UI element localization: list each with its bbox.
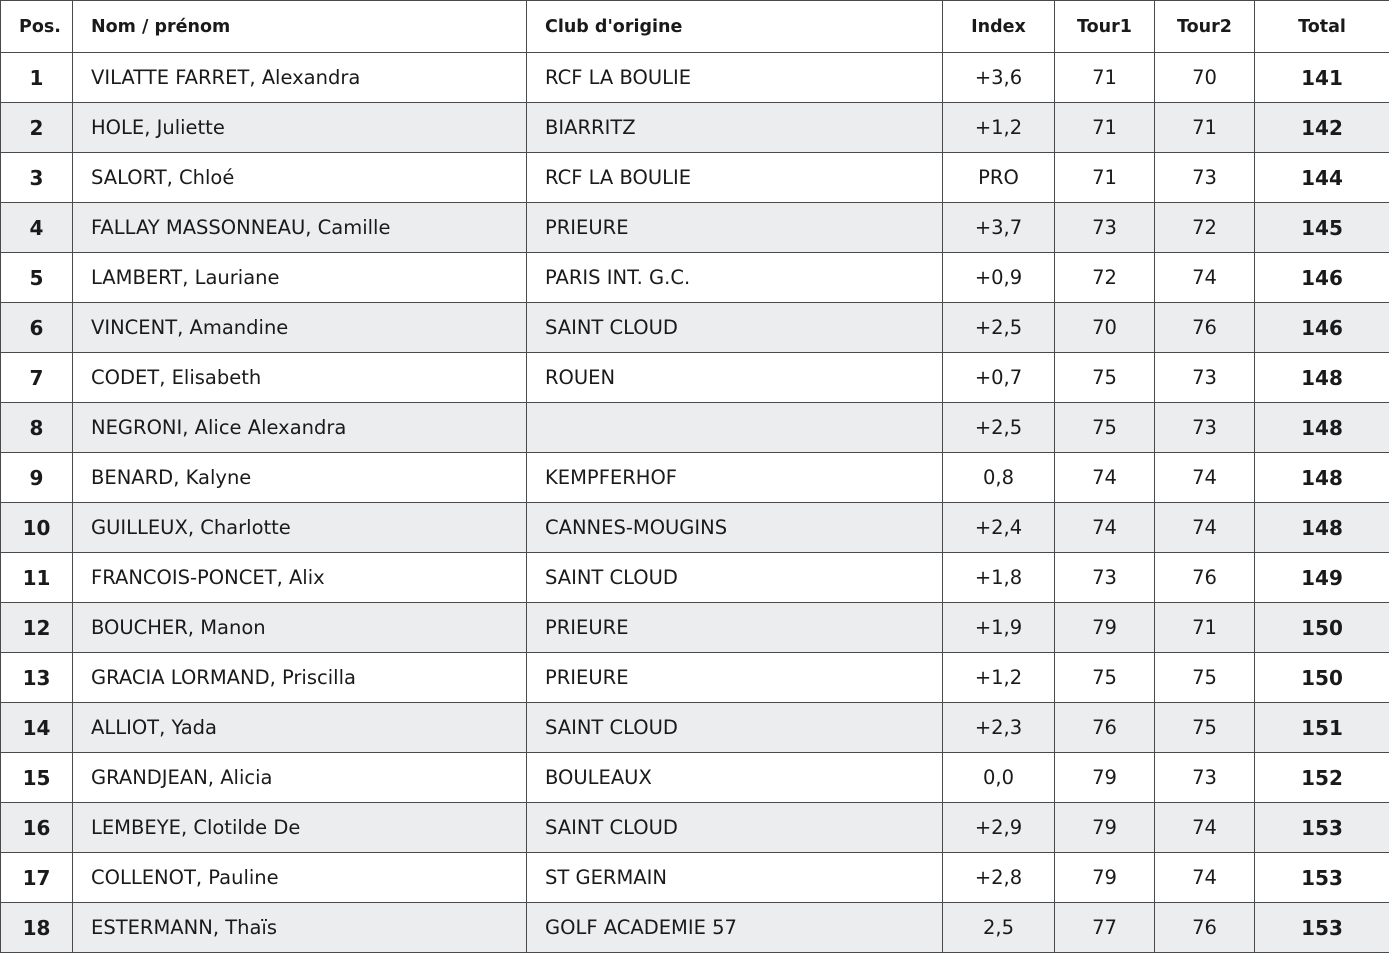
cell-pos: 8 — [1, 403, 73, 453]
cell-club: PRIEURE — [527, 603, 943, 653]
cell-pos: 10 — [1, 503, 73, 553]
cell-total: 153 — [1255, 803, 1389, 853]
cell-index: 0,0 — [943, 753, 1055, 803]
cell-tour1: 79 — [1055, 603, 1155, 653]
cell-total: 148 — [1255, 403, 1389, 453]
cell-name: ESTERMANN, Thaïs — [73, 903, 527, 953]
cell-tour1: 71 — [1055, 53, 1155, 103]
cell-pos: 1 — [1, 53, 73, 103]
cell-total: 148 — [1255, 353, 1389, 403]
cell-index: +1,2 — [943, 653, 1055, 703]
cell-tour2: 70 — [1155, 53, 1255, 103]
cell-name: GUILLEUX, Charlotte — [73, 503, 527, 553]
cell-index: +2,4 — [943, 503, 1055, 553]
cell-club: SAINT CLOUD — [527, 303, 943, 353]
cell-total: 150 — [1255, 603, 1389, 653]
cell-club: BIARRITZ — [527, 103, 943, 153]
cell-club: CANNES-MOUGINS — [527, 503, 943, 553]
column-header-tour2: Tour2 — [1155, 1, 1255, 53]
cell-pos: 4 — [1, 203, 73, 253]
cell-tour2: 73 — [1155, 403, 1255, 453]
table-row — [1, 903, 1389, 953]
cell-total: 146 — [1255, 303, 1389, 353]
table-row — [1, 703, 1389, 753]
cell-tour2: 71 — [1155, 103, 1255, 153]
cell-index: +2,3 — [943, 703, 1055, 753]
cell-total: 153 — [1255, 903, 1389, 953]
cell-index: +2,5 — [943, 303, 1055, 353]
cell-index: +0,9 — [943, 253, 1055, 303]
cell-club: KEMPFERHOF — [527, 453, 943, 503]
cell-tour1: 72 — [1055, 253, 1155, 303]
cell-tour2: 75 — [1155, 703, 1255, 753]
cell-club: PRIEURE — [527, 203, 943, 253]
cell-club: RCF LA BOULIE — [527, 53, 943, 103]
cell-club: PARIS INT. G.C. — [527, 253, 943, 303]
cell-pos: 6 — [1, 303, 73, 353]
cell-name: CODET, Elisabeth — [73, 353, 527, 403]
cell-name: GRACIA LORMAND, Priscilla — [73, 653, 527, 703]
table-row — [1, 403, 1389, 453]
cell-club — [527, 403, 943, 453]
cell-tour1: 75 — [1055, 353, 1155, 403]
cell-tour1: 79 — [1055, 753, 1155, 803]
cell-club: SAINT CLOUD — [527, 703, 943, 753]
cell-index: +1,9 — [943, 603, 1055, 653]
cell-index: PRO — [943, 153, 1055, 203]
cell-tour1: 75 — [1055, 653, 1155, 703]
cell-total: 152 — [1255, 753, 1389, 803]
table-row — [1, 103, 1389, 153]
cell-tour2: 74 — [1155, 453, 1255, 503]
table-row — [1, 603, 1389, 653]
table-row — [1, 153, 1389, 203]
cell-pos: 14 — [1, 703, 73, 753]
cell-tour1: 73 — [1055, 553, 1155, 603]
table-row — [1, 353, 1389, 403]
table-row — [1, 303, 1389, 353]
cell-tour2: 76 — [1155, 903, 1255, 953]
column-header-total: Total — [1255, 1, 1389, 53]
cell-total: 150 — [1255, 653, 1389, 703]
cell-index: +1,8 — [943, 553, 1055, 603]
cell-tour2: 74 — [1155, 853, 1255, 903]
column-header-index: Index — [943, 1, 1055, 53]
cell-tour1: 77 — [1055, 903, 1155, 953]
cell-club: ST GERMAIN — [527, 853, 943, 903]
cell-name: BOUCHER, Manon — [73, 603, 527, 653]
cell-pos: 7 — [1, 353, 73, 403]
cell-name: GRANDJEAN, Alicia — [73, 753, 527, 803]
cell-tour2: 73 — [1155, 153, 1255, 203]
cell-tour2: 71 — [1155, 603, 1255, 653]
cell-tour1: 79 — [1055, 853, 1155, 903]
cell-club: BOULEAUX — [527, 753, 943, 803]
table-row — [1, 553, 1389, 603]
table-row — [1, 853, 1389, 903]
cell-tour2: 74 — [1155, 503, 1255, 553]
cell-index: +0,7 — [943, 353, 1055, 403]
cell-total: 145 — [1255, 203, 1389, 253]
cell-index: +3,7 — [943, 203, 1055, 253]
cell-total: 153 — [1255, 853, 1389, 903]
cell-pos: 17 — [1, 853, 73, 903]
cell-total: 146 — [1255, 253, 1389, 303]
cell-name: VILATTE FARRET, Alexandra — [73, 53, 527, 103]
cell-tour2: 72 — [1155, 203, 1255, 253]
cell-index: +2,5 — [943, 403, 1055, 453]
cell-tour1: 71 — [1055, 103, 1155, 153]
cell-total: 141 — [1255, 53, 1389, 103]
table-row — [1, 503, 1389, 553]
cell-name: VINCENT, Amandine — [73, 303, 527, 353]
cell-total: 148 — [1255, 503, 1389, 553]
cell-club: SAINT CLOUD — [527, 553, 943, 603]
cell-club: ROUEN — [527, 353, 943, 403]
table-row — [1, 653, 1389, 703]
cell-name: LEMBEYE, Clotilde De — [73, 803, 527, 853]
table-row — [1, 753, 1389, 803]
cell-name: HOLE, Juliette — [73, 103, 527, 153]
cell-pos: 3 — [1, 153, 73, 203]
cell-pos: 2 — [1, 103, 73, 153]
cell-tour2: 76 — [1155, 303, 1255, 353]
cell-name: COLLENOT, Pauline — [73, 853, 527, 903]
cell-tour1: 75 — [1055, 403, 1155, 453]
cell-tour1: 70 — [1055, 303, 1155, 353]
cell-club: SAINT CLOUD — [527, 803, 943, 853]
table-row — [1, 453, 1389, 503]
cell-index: +1,2 — [943, 103, 1055, 153]
table-row — [1, 53, 1389, 103]
cell-index: +3,6 — [943, 53, 1055, 103]
cell-club: RCF LA BOULIE — [527, 153, 943, 203]
cell-tour1: 71 — [1055, 153, 1155, 203]
cell-index: 2,5 — [943, 903, 1055, 953]
cell-club: PRIEURE — [527, 653, 943, 703]
cell-index: +2,9 — [943, 803, 1055, 853]
cell-tour2: 73 — [1155, 753, 1255, 803]
cell-pos: 12 — [1, 603, 73, 653]
cell-pos: 9 — [1, 453, 73, 503]
cell-total: 144 — [1255, 153, 1389, 203]
column-header-name: Nom / prénom — [73, 1, 527, 53]
table-row — [1, 253, 1389, 303]
cell-tour1: 73 — [1055, 203, 1155, 253]
table-row — [1, 203, 1389, 253]
column-header-tour1: Tour1 — [1055, 1, 1155, 53]
cell-club: GOLF ACADEMIE 57 — [527, 903, 943, 953]
cell-tour1: 74 — [1055, 503, 1155, 553]
cell-index: 0,8 — [943, 453, 1055, 503]
cell-total: 151 — [1255, 703, 1389, 753]
cell-pos: 16 — [1, 803, 73, 853]
cell-pos: 18 — [1, 903, 73, 953]
cell-tour2: 74 — [1155, 803, 1255, 853]
cell-pos: 5 — [1, 253, 73, 303]
cell-name: NEGRONI, Alice Alexandra — [73, 403, 527, 453]
cell-name: BENARD, Kalyne — [73, 453, 527, 503]
cell-index: +2,8 — [943, 853, 1055, 903]
cell-pos: 13 — [1, 653, 73, 703]
cell-tour2: 73 — [1155, 353, 1255, 403]
header-row — [1, 1, 1389, 53]
cell-name: ALLIOT, Yada — [73, 703, 527, 753]
table-header — [1, 1, 1389, 53]
column-header-club: Club d'origine — [527, 1, 943, 53]
cell-pos: 15 — [1, 753, 73, 803]
cell-tour1: 79 — [1055, 803, 1155, 853]
table-body — [1, 53, 1389, 953]
cell-tour2: 76 — [1155, 553, 1255, 603]
cell-tour2: 75 — [1155, 653, 1255, 703]
cell-total: 142 — [1255, 103, 1389, 153]
table-row — [1, 803, 1389, 853]
cell-tour2: 74 — [1155, 253, 1255, 303]
cell-tour1: 74 — [1055, 453, 1155, 503]
cell-name: LAMBERT, Lauriane — [73, 253, 527, 303]
cell-pos: 11 — [1, 553, 73, 603]
cell-total: 148 — [1255, 453, 1389, 503]
cell-name: SALORT, Chloé — [73, 153, 527, 203]
cell-name: FRANCOIS-PONCET, Alix — [73, 553, 527, 603]
cell-total: 149 — [1255, 553, 1389, 603]
cell-name: FALLAY MASSONNEAU, Camille — [73, 203, 527, 253]
column-header-pos: Pos. — [1, 1, 73, 53]
cell-tour1: 76 — [1055, 703, 1155, 753]
